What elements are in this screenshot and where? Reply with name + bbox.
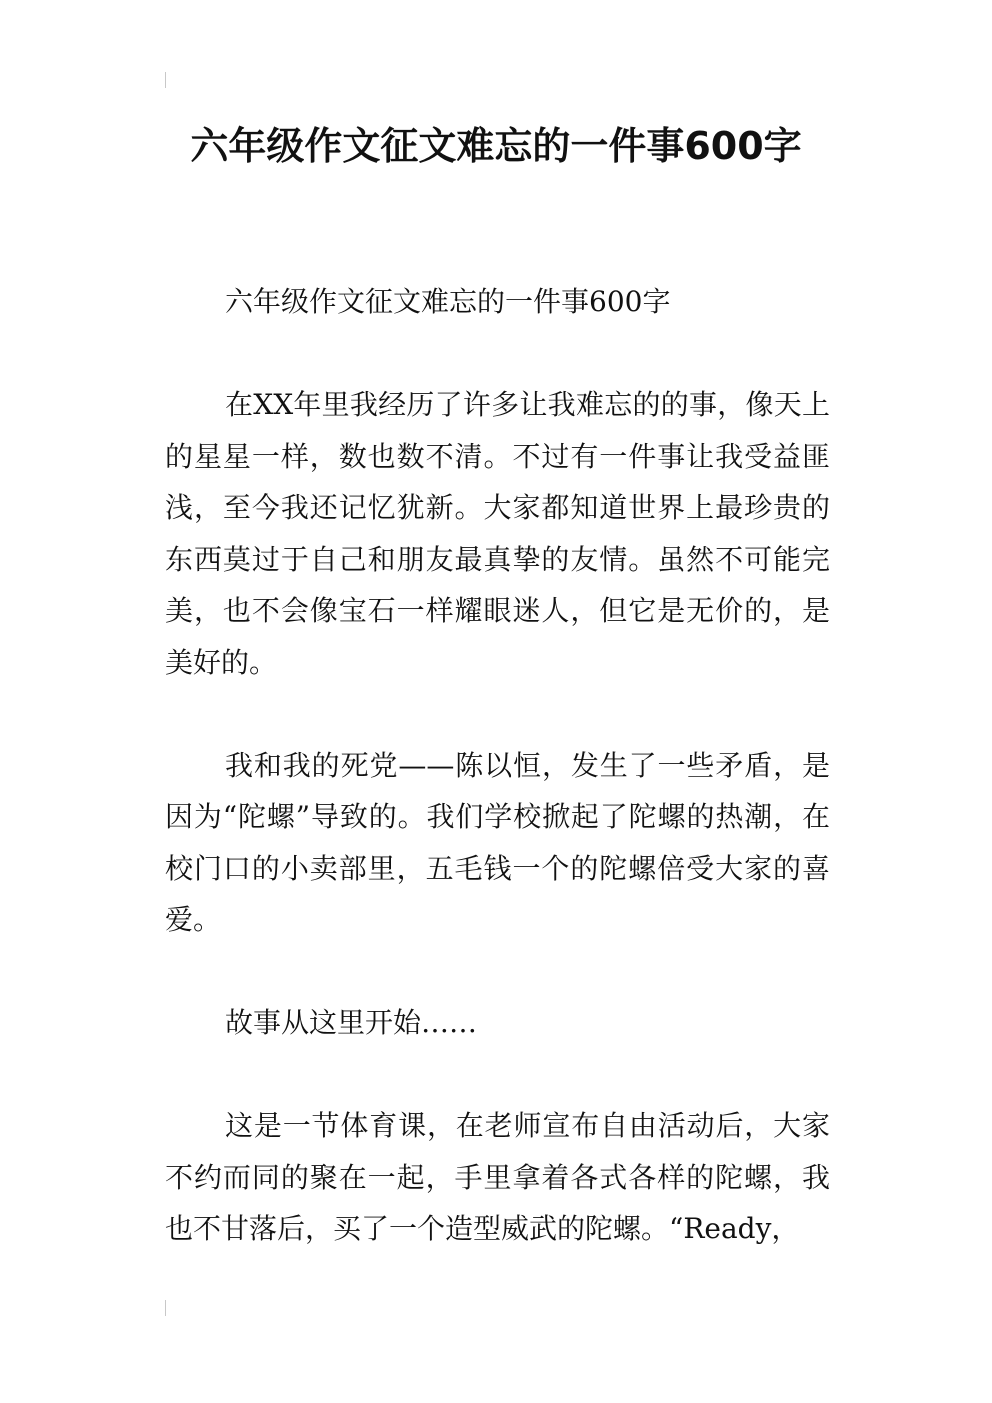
document-title: 六年级作文征文难忘的一件事600字 <box>190 124 802 168</box>
page-corner-mark-top <box>165 72 166 88</box>
paragraph: 在XX年里我经历了许多让我难忘的的事，像天上的星星一样，数也数不清。不过有一件事让我受益匪浅，至今我还记忆犹新。大家都知道世界上最珍贵的东西莫过于自己和朋友最真挚的友情。虽然不可能完美，也不会像宝石一样耀眼迷人，但它是无价的，是美好的。 <box>165 388 830 679</box>
paragraph: 故事从这里开始…… <box>225 1006 478 1039</box>
paragraph: 这是一节体育课，在老师宣布自由活动后，大家不约而同的聚在一起，手里拿着各式各样的陀螺，我也不甘落后，买了一个造型威武的陀螺。“Ready， <box>165 1109 830 1245</box>
document-body <box>165 276 830 1306</box>
paragraph: 我和我的死党——陈以恒，发生了一些矛盾，是因为“陀螺”导致的。我们学校掀起了陀螺的热潮，在校门口的小卖部里，五毛钱一个的陀螺倍受大家的喜爱。 <box>165 748 830 936</box>
page-corner-mark-bottom <box>165 1300 166 1316</box>
paragraph-heading: 六年级作文征文难忘的一件事600字 <box>225 285 671 318</box>
